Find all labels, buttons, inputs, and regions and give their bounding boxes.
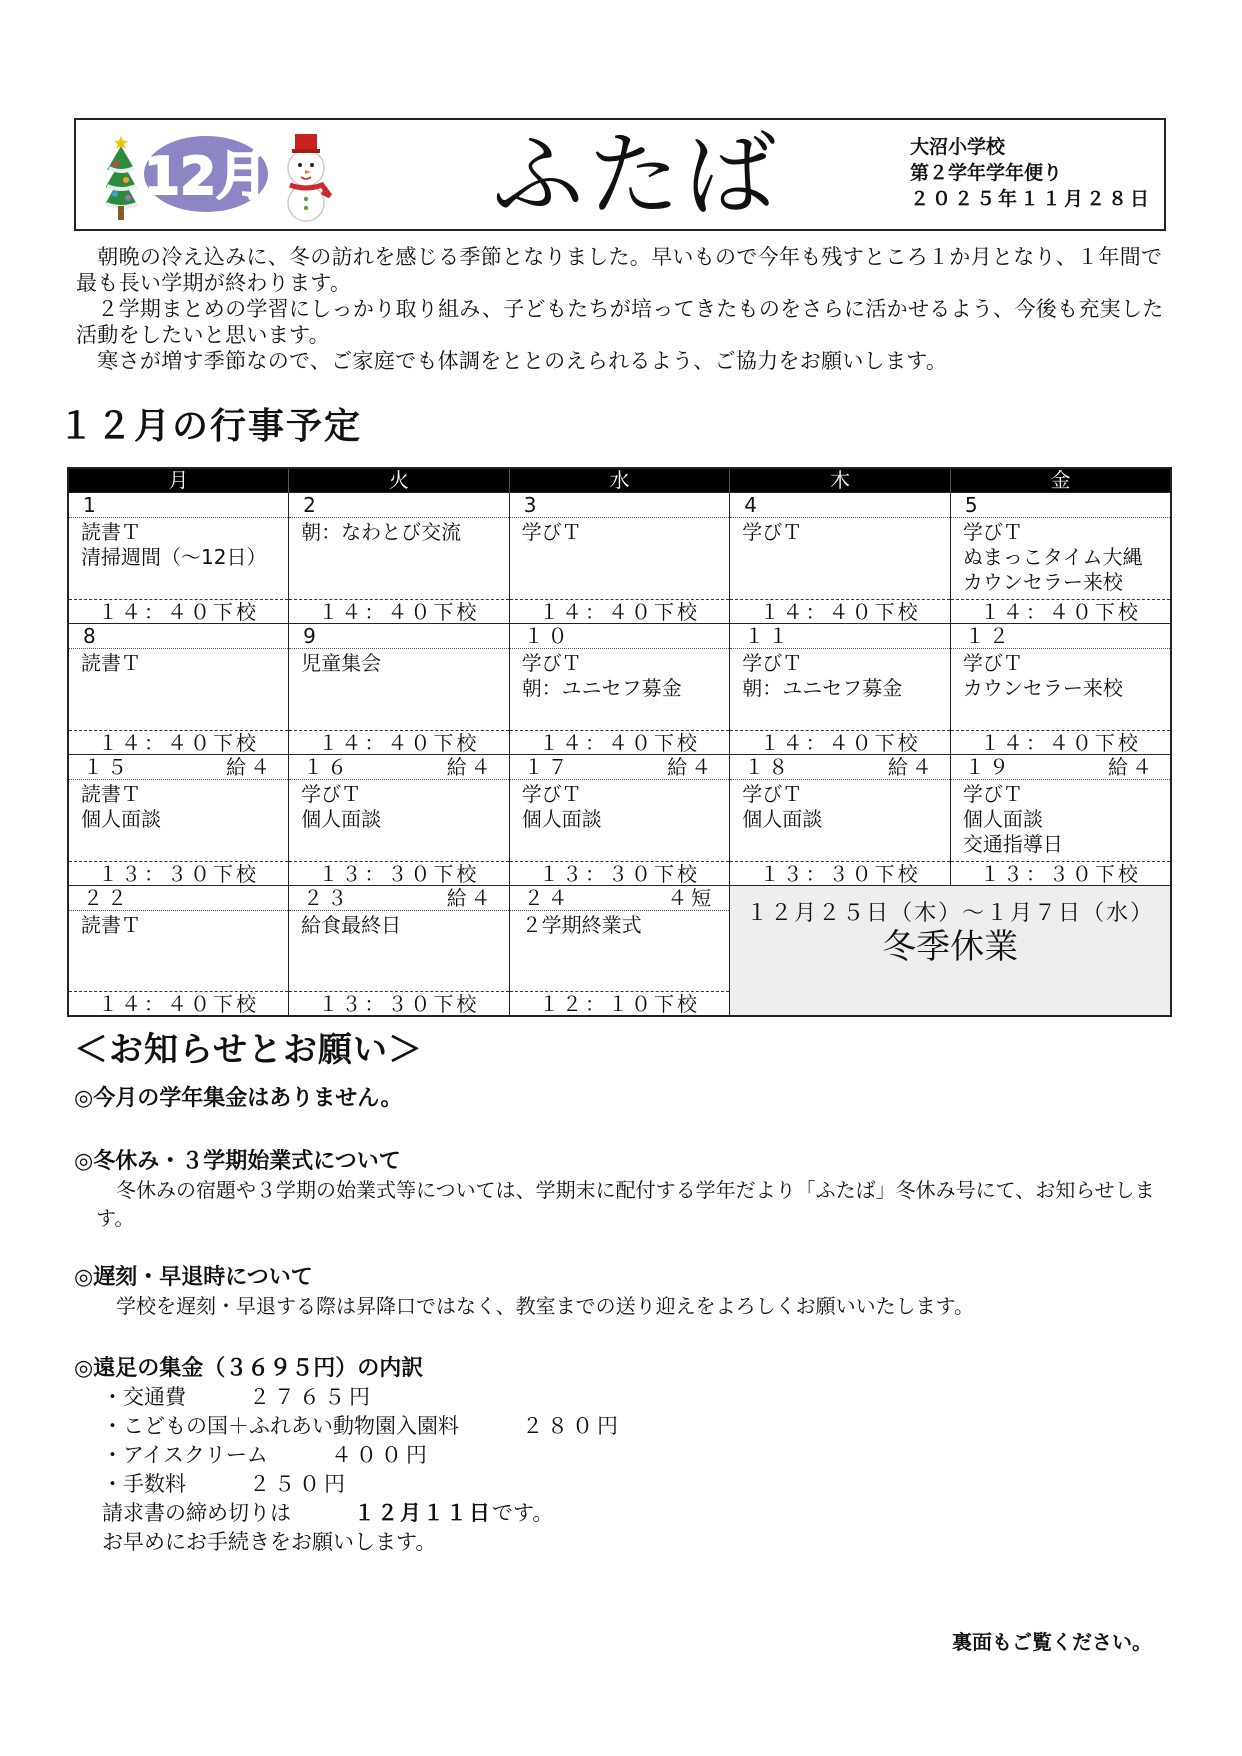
- day-events: [510, 911, 730, 991]
- day-content: [510, 493, 730, 623]
- day-content: [730, 755, 950, 885]
- lunch-tag: 給４: [446, 885, 495, 910]
- day-event: 学びＴ: [742, 519, 803, 544]
- day-events: [69, 649, 288, 729]
- day-content: [951, 493, 1170, 623]
- day-header: [69, 493, 288, 518]
- day-content: [730, 624, 950, 754]
- day-header: [951, 624, 1170, 649]
- fee-item: ・手数料 ２５０円: [102, 1472, 349, 1496]
- day-event: 学びＴ: [962, 781, 1023, 806]
- calendar-day-cell: [289, 623, 510, 754]
- calendar-day-cell: [950, 754, 1171, 885]
- day-events: [951, 649, 1170, 729]
- day-events: [951, 518, 1170, 598]
- day-date: 9: [303, 623, 320, 648]
- day-events: [510, 518, 730, 598]
- dismissal-time: １４：４０下校: [69, 730, 288, 754]
- winter-break-range: １２月２５日（木）～１月７日（水）: [746, 900, 1155, 926]
- fee-item: ・交通費 ２７６５円: [102, 1385, 374, 1409]
- day-header: [69, 755, 288, 780]
- day-event: 個人面談: [521, 806, 602, 831]
- dismissal-time: １２：１０下校: [510, 991, 730, 1015]
- day-event: 朝：ユニセフ募金: [521, 675, 682, 700]
- day-event: 読書Ｔ: [81, 519, 141, 544]
- dismissal-time: １３：３０下校: [289, 991, 509, 1015]
- notice-body: 学校を遅刻・早退する際は昇降口ではなく、教室までの送り迎えをよろしくお願いいたします。: [96, 1294, 974, 1318]
- intro-text: [76, 244, 1176, 374]
- day-content: [289, 493, 509, 623]
- day-event: 個人面談: [962, 806, 1043, 831]
- day-event: カウンセラー来校: [962, 675, 1123, 700]
- day-date: １２: [964, 623, 1013, 648]
- day-date: １７: [523, 754, 572, 779]
- day-header: [510, 493, 730, 518]
- dismissal-time: １３：３０下校: [289, 861, 509, 885]
- intro-paragraph: 朝晩の冷え込みに、冬の訪れを感じる季節となりました。早いもので今年も残すところ１か月となり、１年間で最も長い学期が終わります。: [76, 245, 1163, 295]
- day-header: [510, 624, 730, 649]
- calendar-day-cell: [289, 885, 510, 1016]
- notice-late-early: [74, 1264, 1174, 1320]
- day-content: [510, 624, 730, 754]
- day-header: [730, 624, 950, 649]
- day-event: 交通指導日: [962, 831, 1063, 856]
- intro-paragraph: 寒さが増す季節なので、ご家庭でも体調をととのえられるよう、ご協力をお願いします。: [76, 349, 948, 373]
- day-date: 5: [964, 492, 982, 517]
- newsletter-title: ふたば: [492, 122, 781, 229]
- closing-request: お早めにお手続きをお願いします。: [102, 1530, 437, 1554]
- day-content: [69, 886, 288, 1016]
- dismissal-time: １４：４０下校: [289, 599, 509, 623]
- day-event: 朝：なわとび交流: [301, 519, 462, 544]
- school-name: 大沼小学校: [910, 136, 1006, 158]
- calendar-day-cell: [950, 492, 1171, 623]
- month-badge: [144, 136, 268, 212]
- day-events: [730, 780, 950, 860]
- day-event: 清掃週間（～12日）: [81, 544, 267, 569]
- day-event: 学びＴ: [962, 650, 1023, 675]
- issue-date: ２０２５年１１月２８日: [910, 188, 1153, 210]
- calendar-day-cell: [289, 492, 510, 623]
- day-content: [510, 755, 730, 885]
- calendar-day-cell: [509, 492, 730, 623]
- calendar-day-cell: [950, 623, 1171, 754]
- lunch-tag: 給４: [887, 754, 936, 779]
- weekday-tue: 火: [289, 468, 510, 492]
- calendar-day-cell: [509, 885, 730, 1016]
- notice-no-collection: [74, 1085, 1174, 1113]
- newsletter-subtitle: 第２学年学年便り: [910, 162, 1063, 184]
- day-date: １５: [83, 754, 131, 779]
- weekday-fri: 金: [950, 468, 1171, 492]
- day-header: [289, 886, 509, 911]
- see-reverse-note: 裏面もご覧ください。: [952, 1630, 1152, 1654]
- intro-paragraph: ２学期まとめの学習にしっかり取り組み、子どもたちが培ってきたものをさらに活かせるよう、今後も充実した活動をしたいと思います。: [76, 297, 1164, 347]
- winter-break-label: 冬季休業: [882, 926, 1019, 967]
- day-event: 学びＴ: [742, 650, 803, 675]
- dismissal-time: １４：４０下校: [69, 599, 288, 623]
- day-date: ２２: [83, 885, 131, 910]
- fee-item: ・アイスクリーム ４００円: [102, 1443, 431, 1467]
- day-content: [951, 755, 1170, 885]
- dismissal-time: １４：４０下校: [951, 599, 1170, 623]
- day-event: 学びＴ: [521, 650, 582, 675]
- day-event: 読書Ｔ: [81, 650, 141, 675]
- weekday-mon: 月: [68, 468, 289, 492]
- day-event: 読書Ｔ: [81, 781, 141, 806]
- day-event: 朝：ユニセフ募金: [742, 675, 903, 700]
- calendar-day-cell: [509, 623, 730, 754]
- weekday-thu: 木: [730, 468, 951, 492]
- day-content: [289, 755, 509, 885]
- day-event: 個人面談: [81, 806, 161, 831]
- day-content: [289, 624, 509, 754]
- day-event: ぬまっこタイム大縄: [962, 544, 1143, 569]
- day-header: [951, 755, 1170, 780]
- day-events: [510, 780, 730, 860]
- notice-heading: ◎冬休み・３学期始業式について: [74, 1149, 401, 1174]
- day-event: 個人面談: [301, 806, 382, 831]
- dismissal-time: １３：３０下校: [69, 861, 288, 885]
- day-header: [289, 755, 509, 780]
- day-date: １１: [744, 623, 793, 648]
- calendar-week-row: [68, 623, 1171, 754]
- day-header: [510, 755, 730, 780]
- weekday-header-row: [68, 468, 1171, 492]
- day-events: [69, 911, 288, 991]
- day-date: ２４: [523, 885, 572, 910]
- calendar-week-row: [68, 885, 1171, 1016]
- day-event: ２学期終業式: [521, 912, 642, 937]
- day-header: [69, 886, 288, 911]
- weekday-wed: 水: [509, 468, 730, 492]
- notice-winter-break: [74, 1148, 1174, 1232]
- day-content: [69, 755, 288, 885]
- calendar-day-cell: [68, 754, 289, 885]
- masthead: [74, 118, 1166, 231]
- day-event: 学びＴ: [962, 519, 1023, 544]
- day-events: [730, 518, 950, 598]
- day-date: ２３: [303, 885, 352, 910]
- notice-body: 冬休みの宿題や３学期の始業式等については、学期末に配付する学年だより「ふたば」冬休み号にて、お知らせします。: [96, 1178, 1155, 1230]
- calendar-week-row: [68, 492, 1171, 623]
- day-header: [951, 493, 1170, 518]
- snowman-icon: [288, 134, 330, 221]
- day-events: [69, 518, 288, 598]
- calendar-day-cell: [68, 623, 289, 754]
- day-header: [510, 886, 730, 911]
- lunch-tag: 給４: [446, 754, 495, 779]
- notice-heading: ◎遅刻・早退時について: [74, 1265, 313, 1290]
- day-date: １０: [523, 623, 572, 648]
- dismissal-time: １４：４０下校: [730, 730, 950, 754]
- day-events: [951, 780, 1170, 860]
- day-events: [289, 780, 509, 860]
- day-event: カウンセラー来校: [962, 569, 1123, 594]
- lunch-tag: ４短: [667, 885, 716, 910]
- day-events: [289, 518, 509, 598]
- dismissal-time: １４：４０下校: [951, 730, 1170, 754]
- calendar-day-cell: [68, 492, 289, 623]
- day-event: 学びＴ: [742, 781, 803, 806]
- day-content: [510, 886, 730, 1016]
- christmas-tree-icon: [106, 136, 138, 220]
- dismissal-time: １４：４０下校: [730, 599, 950, 623]
- dismissal-time: １３：３０下校: [951, 861, 1170, 885]
- day-events: [69, 780, 288, 860]
- svg-text:12月: 12月: [143, 147, 269, 207]
- day-events: [289, 911, 509, 991]
- day-date: 8: [83, 623, 100, 648]
- day-date: 4: [744, 492, 762, 517]
- fee-item: ・こどもの国＋ふれあい動物園入園料 ２８０円: [102, 1414, 622, 1438]
- calendar-day-cell: [509, 754, 730, 885]
- calendar-week-row: [68, 754, 1171, 885]
- day-content: [730, 493, 950, 623]
- dismissal-time: １４：４０下校: [510, 730, 730, 754]
- day-event: 学びＴ: [521, 781, 582, 806]
- lunch-tag: 給４: [667, 754, 716, 779]
- calendar-day-cell: [730, 623, 951, 754]
- day-date: 1: [83, 492, 100, 517]
- day-content: [69, 493, 288, 623]
- december-christmas-illustration: [106, 128, 336, 224]
- day-event: 学びＴ: [521, 519, 582, 544]
- notice-field-trip-fees: [74, 1355, 1174, 1557]
- calendar-day-cell: [68, 885, 289, 1016]
- dismissal-time: １３：３０下校: [730, 861, 950, 885]
- day-event: 個人面談: [742, 806, 823, 831]
- day-content: [951, 624, 1170, 754]
- day-date: １８: [744, 754, 793, 779]
- invoice-deadline: 請求書の締め切りは １２月１１日です。: [102, 1501, 554, 1525]
- day-date: 3: [523, 492, 541, 517]
- dismissal-time: １４：４０下校: [69, 991, 288, 1015]
- day-header: [289, 493, 509, 518]
- day-events: [289, 649, 509, 729]
- notice-heading: ◎今月の学年集金はありません。: [74, 1086, 403, 1111]
- day-header: [289, 624, 509, 649]
- dismissal-time: １４：４０下校: [289, 730, 509, 754]
- day-date: １６: [303, 754, 352, 779]
- day-event: 児童集会: [301, 650, 382, 675]
- dismissal-time: １４：４０下校: [510, 599, 730, 623]
- schedule-title: １２月の行事予定: [58, 406, 363, 447]
- dismissal-time: １３：３０下校: [510, 861, 730, 885]
- day-header: [69, 624, 288, 649]
- day-content: [289, 886, 509, 1016]
- day-content: [69, 624, 288, 754]
- deadline-date: １２月１１日: [354, 1501, 492, 1525]
- lunch-tag: 給４: [226, 754, 275, 779]
- notice-heading: ◎遠足の集金（３６９５円）の内訳: [74, 1356, 424, 1381]
- fee-list: [74, 1383, 1174, 1499]
- day-events: [730, 649, 950, 729]
- notices-title: ＜お知らせとお願い＞: [74, 1030, 423, 1070]
- event-calendar: [67, 467, 1172, 1017]
- day-header: [730, 493, 950, 518]
- day-date: １９: [964, 754, 1013, 779]
- day-header: [730, 755, 950, 780]
- day-event: 読書Ｔ: [81, 912, 141, 937]
- lunch-tag: 給４: [1108, 754, 1156, 779]
- calendar-day-cell: [730, 492, 951, 623]
- masthead-info: [910, 134, 1152, 212]
- calendar-day-cell: [730, 754, 951, 885]
- day-event: 学びＴ: [301, 781, 362, 806]
- winter-break-cell: [730, 885, 1171, 1016]
- day-events: [510, 649, 730, 729]
- day-date: 2: [303, 492, 320, 517]
- day-event: 給食最終日: [301, 912, 402, 937]
- calendar-day-cell: [289, 754, 510, 885]
